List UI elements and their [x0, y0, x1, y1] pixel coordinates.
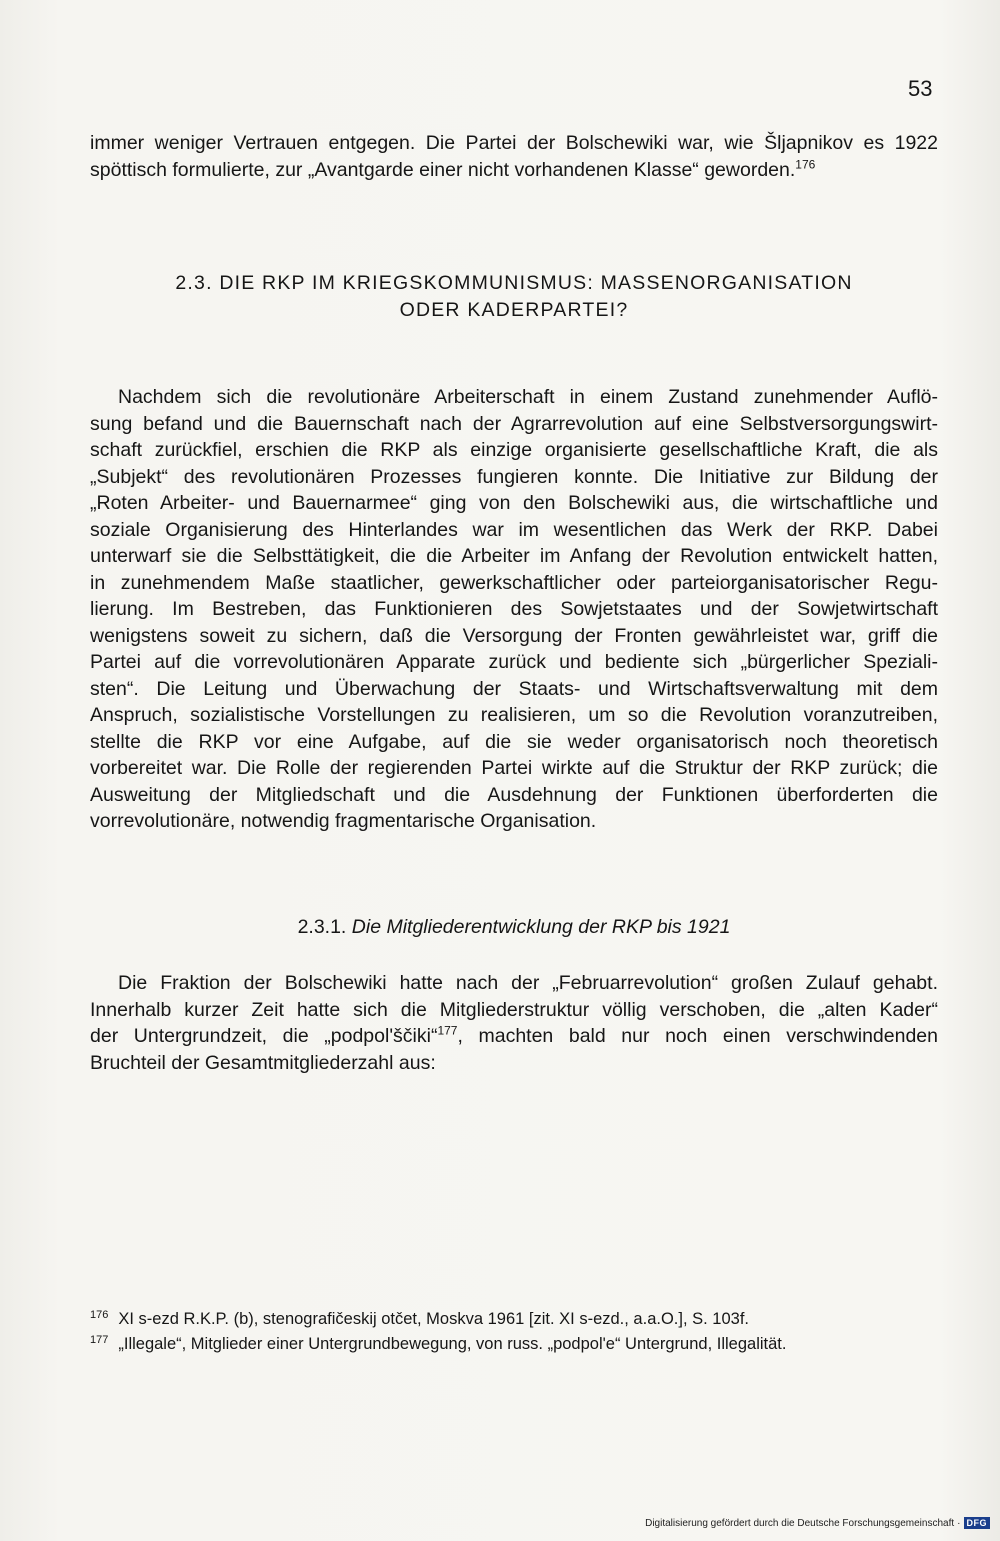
section-heading — [90, 270, 938, 324]
paragraph2-line-4: Bruchteil der Gesamtmitgliederzahl aus: — [90, 1051, 436, 1074]
paragraph1-line: Nachdem sich die revolutionäre Arbeiterschaft in einem Zustand zunehmender Auflö- — [118, 386, 938, 408]
footnotes — [90, 1307, 938, 1357]
section-heading-line-1: 2.3. DIE RKP IM KRIEGSKOMMUNISMUS: MASSENORGANISATION — [175, 272, 853, 294]
paragraph1-line: „Roten Arbeiter- und Bauernarmee“ ging von den Bolschewiki aus, die wirtschaftliche und — [90, 492, 938, 514]
intro-line-1: immer weniger Vertrauen entgegen. Die Partei der Bolschewiki war, wie Šljapnikov es 1922 — [90, 132, 938, 154]
paragraph1-line: Ausweitung der Mitgliedschaft und die Ausdehnung der Funktionen überforderten die — [90, 783, 938, 806]
paragraph2-line-3: der Untergrundzeit, die „podpol'ščiki“$^{177}$, machten bald nur noch einen verschwindenden — [90, 1023, 938, 1047]
intro-line-2: spöttisch formulierte, zur „Avantgarde einer nicht vorhandenen Klasse“ geworden.$^{176}$ — [90, 157, 816, 181]
paragraph1-line: soziale Organisierung des Hinterlandes war im wesentlichen das Werk der RKP. Dabei — [90, 518, 938, 541]
paragraph1-line: unterwarf sie die Selbsttätigkeit, die die Arbeiter im Anfang der Revolution entwickelt hatten, — [90, 545, 938, 567]
paragraph1-line: in zunehmendem Maße staatlicher, gewerkschaftlicher oder parteiorganisatorischer Regu- — [90, 571, 938, 594]
paragraph2-line-1: Die Fraktion der Bolschewiki hatte nach der „Februarrevolution“ großen Zulauf gehabt. — [118, 972, 938, 994]
paragraph1-line: stellte die RKP vor eine Aufgabe, auf die sie weder organisatorisch noch theoretisch — [90, 730, 938, 753]
paragraph1-line: sten“. Die Leitung und Überwachung der Staats- und Wirtschaftsverwaltung mit dem — [90, 677, 938, 700]
digitization-note: Digitalisierung gefördert durch die Deutsche Forschungsgemeinschaft — [645, 1517, 955, 1529]
section-heading-line-2: ODER KADERPARTEI? — [399, 299, 629, 321]
body-paragraph-2 — [90, 970, 938, 1076]
footnote-ref-176: 176 — [795, 157, 816, 171]
paragraph1-line: Anspruch, sozialistische Vorstellungen zu realisieren, um so die Revolution voranzutreiben, — [90, 704, 938, 726]
dfg-logo-icon: DFG — [964, 1517, 991, 1529]
digitization-stamp: Digitalisierung gefördert durch die Deutsche Forschungsgemeinschaft · DFG — [645, 1517, 990, 1529]
paragraph1-line: schaft zurückfiel, erschien die RKP als einzige organisierte gesellschaftliche Kraft, die als — [90, 439, 938, 461]
subsection-number: 2.3.1. — [297, 916, 347, 938]
paragraph1-line: vorrevolutionäre, notwendig fragmentarische Organisation. — [90, 810, 597, 832]
body-paragraph-1 — [90, 384, 938, 835]
footnote-ref-177: 177 — [437, 1023, 458, 1038]
paragraph1-line: Partei auf die vorrevolutionären Apparate zurück und bediente sich „bürgerlicher Speziali- — [90, 651, 938, 673]
subsection-heading — [90, 914, 938, 940]
footnote-177: $^{177}$ „Illegale“, Mitglieder einer Untergrundbewegung, von russ. „podpol'e“ Untergrund, Illegalität. — [90, 1333, 787, 1353]
paragraph1-line: „Subjekt“ des revolutionären Prozesses fungieren konnte. Die Initiative zur Bildung der — [90, 465, 938, 488]
page-number: 53 — [908, 76, 933, 101]
paragraph1-line: vorbereitet war. Die Rolle der regierenden Partei wirkte auf die Struktur der RKP zurück; die — [90, 757, 938, 779]
paragraph1-line: wenigstens soweit zu sichern, daß die Versorgung der Fronten gewährleistet war, griff die — [90, 624, 938, 647]
paragraph1-line: lierung. Im Bestreben, das Funktionieren des Sowjetstaates und der Sowjetwirtschaft — [90, 598, 938, 620]
paragraph2-line-2: Innerhalb kurzer Zeit hatte sich die Mitgliederstruktur völlig verschoben, die „alten Kader“ — [90, 998, 938, 1021]
footnote-176: $^{176}$ XI s-ezd R.K.P. (b), stenografičeskij otčet, Moskva 1961 [zit. XI s-ezd., a.a.O.], S. 103f. — [90, 1308, 749, 1328]
intro-paragraph — [90, 130, 938, 183]
paragraph1-line: sung befand und die Bauernschaft nach der Agrarrevolution auf eine Selbstversorgungswirt- — [90, 412, 938, 435]
subsection-title: Die Mitgliederentwicklung der RKP bis 1921 — [351, 916, 731, 938]
